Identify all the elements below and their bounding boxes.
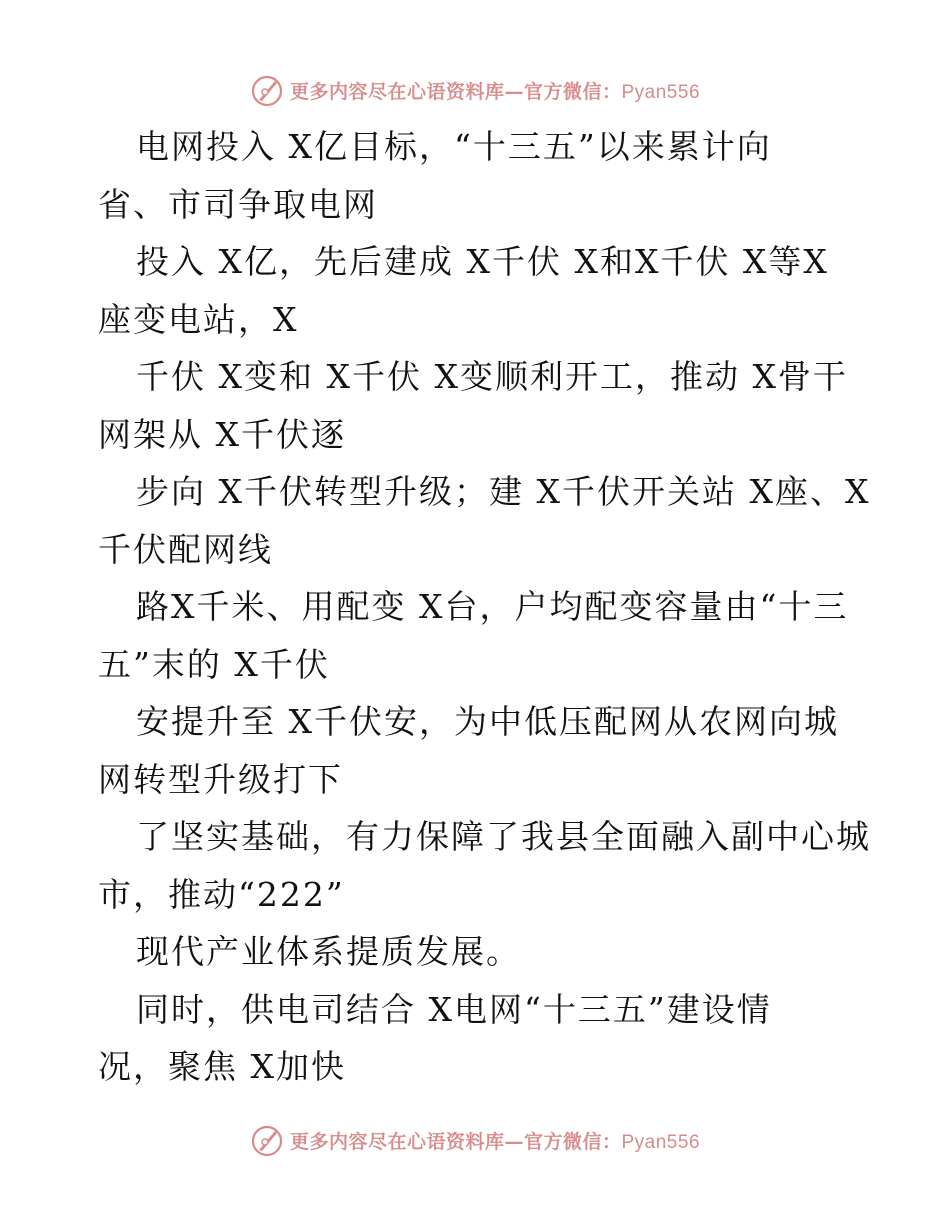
text-line: 投入 X亿，先后建成 X千伏 X和X千伏 X等X: [136, 242, 829, 281]
document-body: [98, 118, 871, 1096]
text-line: 千伏配网线: [98, 529, 273, 569]
text-line: 安提升至 X千伏安，为中低压配网从农网向城: [136, 702, 839, 741]
text-line: 千伏 X变和 X千伏 X变顺利开工，推动 X骨干: [136, 357, 848, 396]
watermark-text: 更多内容尽在心语资料库—官方微信：Pyan556: [289, 80, 701, 103]
text-line: 了坚实基础，有力保障了我县全面融入副中心城: [136, 817, 871, 856]
text-line: 现代产业体系提质发展。: [136, 932, 521, 971]
text-line: 五”末的 X千伏: [98, 644, 330, 684]
text-line: 况，聚焦 X加快: [98, 1047, 346, 1086]
text-line: 网架从 X千伏逐: [98, 414, 346, 454]
text-line: 省、市司争取电网: [98, 184, 378, 224]
text-line: 电网投入 X亿目标，“十三五”以来累计向: [136, 127, 772, 166]
header-watermark: [0, 68, 950, 112]
watermark-text: 更多内容尽在心语资料库—官方微信：Pyan556: [289, 1130, 701, 1153]
text-line: 座变电站，X: [98, 299, 299, 339]
text-line: 路X千米、用配变 X台，户均配变容量由“十三: [136, 587, 849, 626]
text-line: 网转型升级打下: [98, 759, 343, 799]
text-line: 步向 X千伏转型升级；建 X千伏开关站 X座、X: [136, 472, 871, 511]
quill-pen-logo-icon: [250, 73, 284, 107]
text-line: 同时，供电司结合 X电网“十三五”建设情: [136, 989, 772, 1029]
quill-pen-logo-icon: [250, 1123, 284, 1157]
text-line: 市，推动“222”: [98, 874, 345, 914]
footer-watermark: [0, 1118, 950, 1162]
